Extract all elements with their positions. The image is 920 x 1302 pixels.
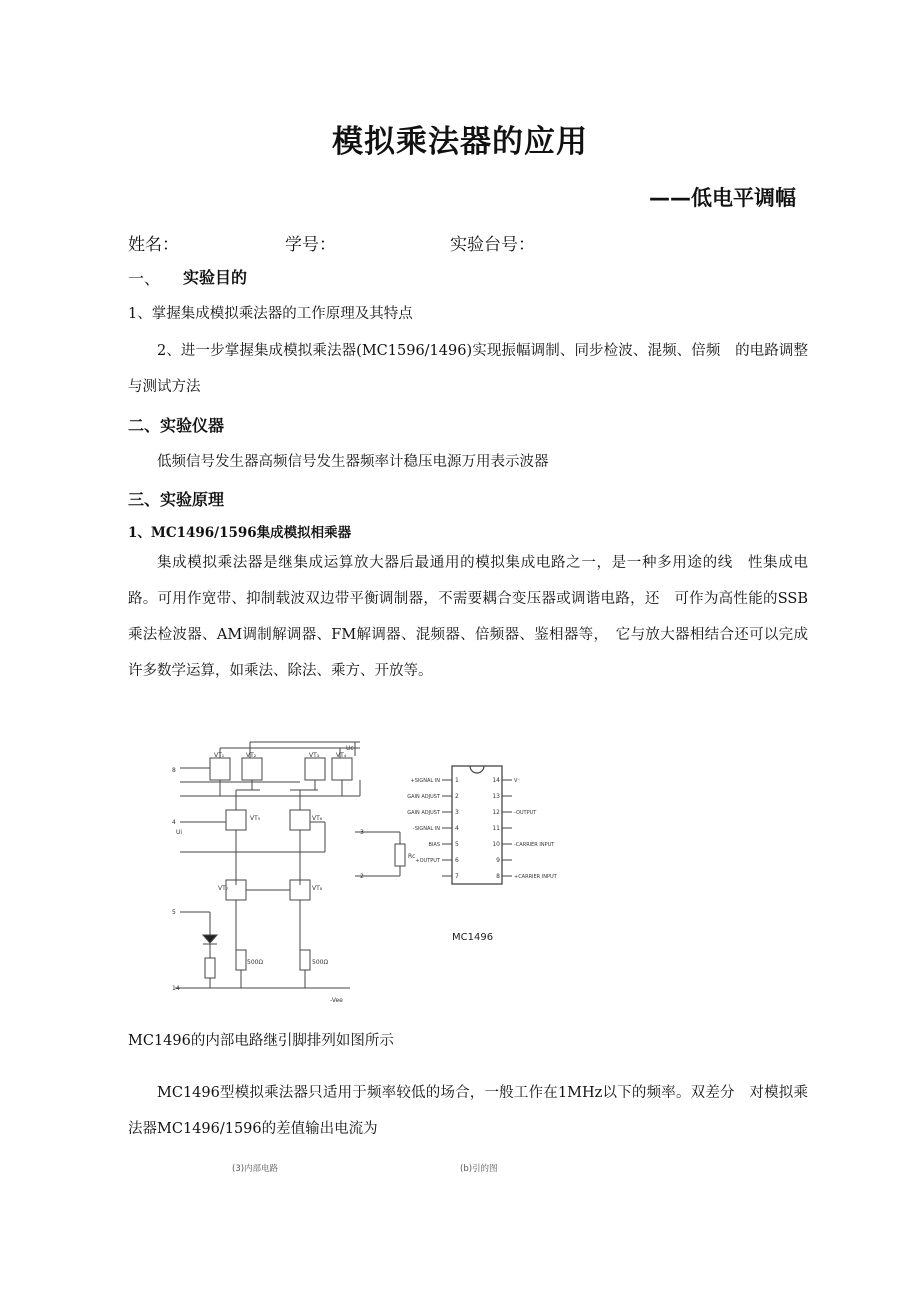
pin-number: 5 [455,841,459,848]
svg-text:5: 5 [172,909,176,916]
output-current-paragraph: MC1496型模拟乘法器只适用于频率较低的场合，一般工作在1MHz以下的频率。双差分 对模拟乘法器MC1496/1596的差值输出电流为 [128,1085,808,1137]
vt8-label: VT₈ [312,885,323,892]
pin10-name: -CARRIER INPUT [514,842,555,848]
chip-label: MC1496 [452,932,494,943]
ui-label: Ui [176,829,183,836]
svg-text:8: 8 [172,767,176,774]
pin12-name: -OUTPUT [514,810,537,816]
figure-caption: MC1496的内部电路继引脚排列如图所示 [128,1033,394,1049]
pin-number: 8 [496,873,500,880]
internal-circuit-diagram [175,742,405,988]
pin1-name: +SIGNAL IN [410,778,440,784]
pin6-name: +OUTPUT [415,858,440,864]
pin-number: 14 [492,777,500,784]
caption-pinout: (b)引的图 [460,1164,498,1174]
mc1496-figure [160,730,580,1005]
pin-number: 9 [496,857,500,864]
resistor2-label: 500Ω [312,959,329,966]
section3-subheading: 1、MC1496/1596集成模拟相乘器 [128,525,352,541]
name-label: 姓名： [128,235,179,255]
pin-number: 13 [492,793,500,800]
pin3-name: GAIN ADJUST [407,810,440,816]
pin-number: 2 [455,793,459,800]
pin2-name: GAIN ADJUST [407,794,440,800]
pin5-name: BIAS [428,842,440,848]
pin-number: 11 [492,825,500,832]
vee-label: -Vee [330,997,343,1004]
svg-text:4: 4 [172,819,176,826]
pin14-name: V⁻ [514,778,521,784]
resistor1-label: 500Ω [247,959,264,966]
objective-item-2: 2、进一步掌握集成模拟乘法器(MC1596/1496)实现振幅调制、同步检波、混频、倍频 的电路调整与测试方法 [128,343,808,395]
svg-text:3: 3 [360,829,364,836]
section1-heading: 实验目的 [183,268,248,287]
vt5-label: VT₅ [250,815,261,822]
page-subtitle: ——低电平调幅 [649,186,796,210]
vt6-label: VT₆ [312,815,323,822]
pin-number: 12 [492,809,500,816]
pin-number: 1 [455,777,459,784]
pin4-name: -SIGNAL IN [412,826,440,832]
pin-number: 4 [455,825,459,832]
mc1496-pinout [407,766,557,943]
vt1-label: VT₁ [214,752,225,759]
pin-number: 6 [455,857,459,864]
section2-heading: 二、实验仪器 [128,416,225,435]
pin-number: 3 [455,809,459,816]
instrument-list: 低频信号发生器高频信号发生器频率计稳压电源万用表示波器 [157,454,549,470]
pin-number: 7 [455,873,459,880]
vt3-label: VT₃ [309,752,320,759]
student-id-label: 学号： [285,235,336,255]
svg-text:14: 14 [172,985,180,992]
vt7-label: VT₇ [218,885,229,892]
bench-number-label: 实验台号： [450,235,535,255]
objective-item-1: 1、掌握集成模拟乘法器的工作原理及其特点 [128,306,413,322]
page-title: 模拟乘法器的应用 [332,124,588,160]
rc-label: Rc [408,853,416,860]
section1-number: 一、 [128,269,161,288]
pin8-name: +CARRIER INPUT [514,874,557,880]
principle-paragraph: 集成模拟乘法器是继集成运算放大器后最通用的模拟集成电路之一，是一种多用途的线 性集成电路。可用作宽带、抑制载波双边带平衡调制器，不需要耦合变压器或调谐电路，还 可作为高性能的SSB乘法检波器、AM调制解调器、FM解调器、混频器、倍频器、鉴相器等， 它与放大器相结合还可以完成许多数学运算，如乘法、除法、乘方、开放等。 [128,555,808,679]
caption-internal-circuit: (3)内部电路 [232,1164,279,1174]
vt2-label: VT₂ [246,752,257,759]
vt4-label: VT₄ [336,752,347,759]
pin-number: 10 [492,841,500,848]
uc-label: Uc [346,745,354,752]
svg-text:2: 2 [360,873,364,880]
section3-heading: 三、实验原理 [128,490,225,509]
